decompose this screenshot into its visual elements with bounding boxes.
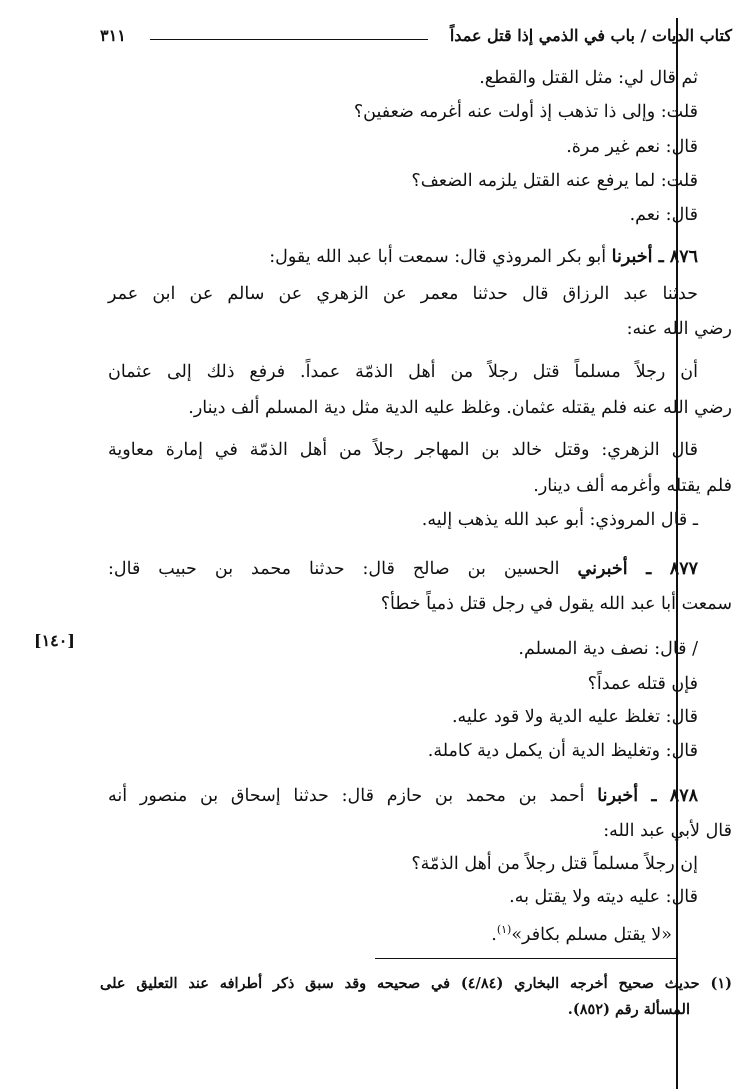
text-line: / قال: نصف دية المسلم. bbox=[518, 639, 698, 659]
quote-end: . bbox=[491, 924, 497, 945]
hadith-number: ٨٧٦ ـ أخبرنا bbox=[611, 247, 698, 267]
quote-text: «لا يقتل مسلم بكافر» bbox=[511, 924, 672, 945]
hadith-chain: أحمد بن محمد بن حازم قال: حدثنا إسحاق بن منصور أنه bbox=[108, 786, 598, 806]
text-line: قال: تغلظ عليه الدية ولا قود عليه. bbox=[451, 707, 698, 727]
text-line: حدثنا عبد الرزاق قال حدثنا معمر عن الزهري عن سالم عن ابن عمر bbox=[108, 284, 698, 304]
hadith-878-heading bbox=[108, 782, 698, 810]
text-line: رضي الله عنه: bbox=[626, 319, 732, 339]
text-line: قال: نعم. bbox=[629, 205, 698, 225]
footnote-line: المسألة رقم (٨٥٢). bbox=[567, 1001, 690, 1018]
text-line: إن رجلاً مسلماً قتل رجلاً من أهل الذمّة؟ bbox=[411, 854, 698, 874]
page-number: ٣١١ bbox=[100, 26, 126, 45]
hadith-chain: أبو بكر المروذي قال: سمعت أبا عبد الله يقول: bbox=[269, 247, 612, 267]
footnote-ref: (١) bbox=[496, 923, 512, 936]
hadith-877-heading bbox=[108, 555, 698, 583]
hadith-number: ٨٧٧ ـ أخبرني bbox=[577, 559, 698, 579]
text-line: قال لأبي عبد الله: bbox=[603, 821, 732, 841]
hadith-876-heading bbox=[269, 243, 698, 271]
text-line: ثم قال لي: مثل القتل والقطع. bbox=[479, 68, 698, 88]
header-rule bbox=[150, 39, 428, 40]
hadith-chain: الحسين بن صالح قال: حدثنا محمد بن حبيب قال: bbox=[108, 559, 578, 579]
text-line: رضي الله عنه فلم يقتله عثمان. وغلظ عليه الدية مثل دية المسلم ألف دينار. bbox=[188, 398, 732, 418]
margin-folio-ref: [١٤٠] bbox=[34, 631, 75, 650]
header-title: كتاب الديات / باب في الذمي إذا قتل عمداً bbox=[449, 26, 732, 45]
running-header bbox=[0, 26, 750, 50]
hadith-quote bbox=[491, 916, 672, 949]
text-line: قال: عليه ديته ولا يقتل به. bbox=[509, 887, 698, 907]
text-line: سمعت أبا عبد الله يقول في رجل قتل ذمياً خطأ؟ bbox=[380, 594, 732, 614]
text-line: ـ قال المروذي: أبو عبد الله يذهب إليه. bbox=[421, 510, 698, 530]
text-line: قلت: لما يرفع عنه القتل يلزمه الضعف؟ bbox=[411, 171, 698, 191]
footnote-line: (١) حديث صحيح أخرجه البخاري (٤/٨٤) في صحيحه وقد سبق ذكر أطرافه عند التعليق على bbox=[100, 975, 732, 992]
hadith-number: ٨٧٨ ـ أخبرنا bbox=[597, 786, 698, 806]
text-line: قال: نعم غير مرة. bbox=[566, 137, 698, 157]
text-line: فلم يقتله وأغرمه ألف دينار. bbox=[533, 476, 732, 496]
text-line: قال: وتغليظ الدية أن يكمل دية كاملة. bbox=[427, 741, 698, 761]
footnote-rule bbox=[375, 958, 676, 959]
text-line: قال الزهري: وقتل خالد بن المهاجر رجلاً من أهل الذمّة في إمارة معاوية bbox=[108, 440, 698, 460]
text-line: أن رجلاً مسلماً قتل رجلاً من أهل الذمّة عمداً. فرفع ذلك إلى عثمان bbox=[108, 362, 698, 382]
text-line: قلت: وإلى ذا تذهب إذ أولت عنه أغرمه ضعفين؟ bbox=[353, 102, 698, 122]
text-line: فإن قتله عمداً؟ bbox=[587, 674, 698, 694]
